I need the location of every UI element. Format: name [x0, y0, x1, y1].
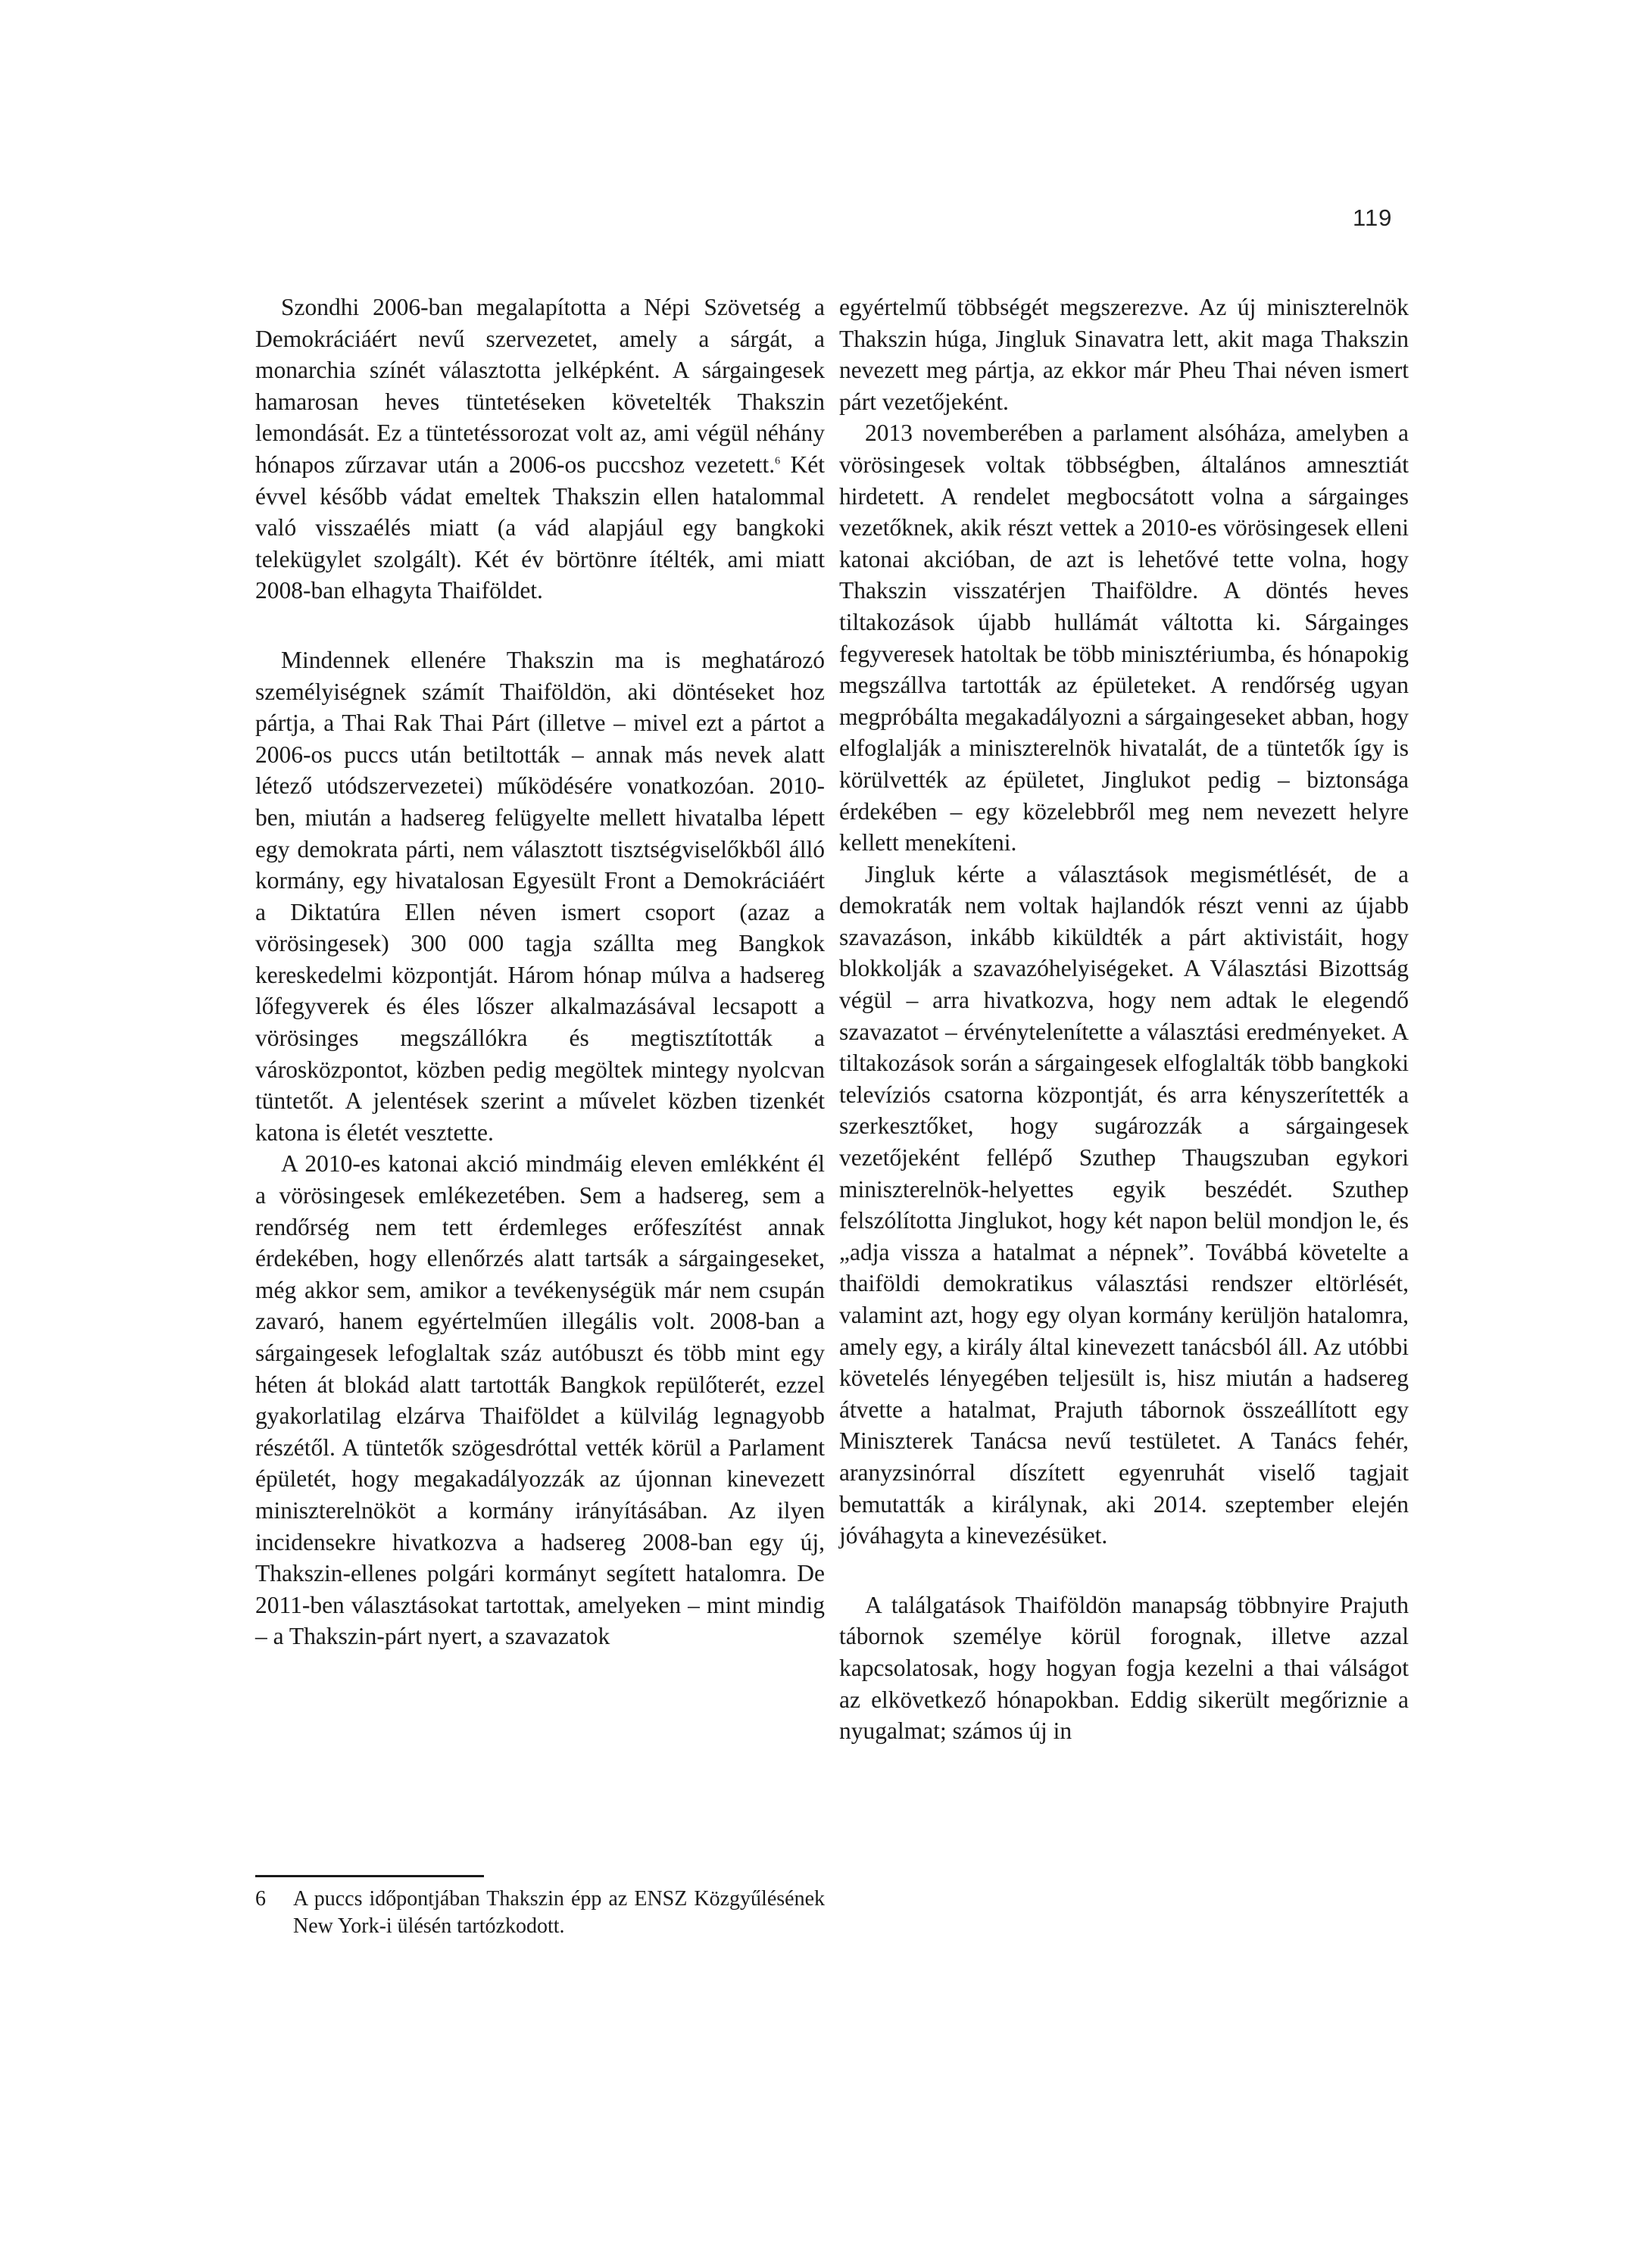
paragraph-text: Két évvel később vádat emeltek Thakszin ellen hatalommal való visszaélés miatt (a vád alapjául egy bangkoki telekügylet szolgált). Két év börtönre ítélték, ami miatt 2008-ban elhagyta Thaiföldet. — [255, 451, 825, 604]
body-paragraph — [255, 292, 825, 607]
body-paragraph: Jingluk kérte a választások megismétlését, de a demokraták nem voltak hajlandók részt venni az újabb szavazáson, inkább kiküldték a párt aktivistáit, hogy blokkolják a szavazóhelyiségeket. A Választási Bizottság végül – arra hivatkozva, hogy nem adtak le elegendő szavazatot – érvénytelenítette a választási eredményeket. A tiltakozások során a sárgaingesek elfoglalták több bangkoki televíziós csatorna központját, és arra kényszerítették a szerkesztőket, hogy sugározzák a sárgaingesek vezetőjeként fellépő Szuthep Thaugszuban egykori miniszterelnök-helyettes egyik beszédét. Szuthep felszólította Jinglukot, hogy két napon belül mondjon le, és „adja vissza a hatalmat a népnek”. Továbbá követelte a thaiföldi demokratikus választási rendszer eltörlését, valamint azt, hogy egy olyan kormány kerüljön hatalomra, amely egy, a király által kinevezett tanácsból áll. Az utóbbi követelés lényegében teljesült is, hisz miután a hadsereg átvette a hatalmat, Prajuth tábornok összeállított egy Miniszterek Tanácsa nevű testületet. A Tanács fehér, aranyzsinórral díszített egyenruhát viselő tagjait bemutatták a királynak, aki 2014. szeptember elején jóváhagyta a kinevezésüket. — [839, 860, 1409, 1549]
body-paragraph: A 2010-es katonai akció mindmáig eleven emlékként él a vörösingesek emlékezetében. Sem a hadsereg, sem a rendőrség nem tett érdemleges erőfeszítést annak érdekében, hogy ellenőrzés alatt tartsák a sárgaingeseket, még akkor sem, amikor a tevékenységük már nem csupán zavaró, hanem egyértelműen illegális volt. 2008-ban a sárgaingesek lefoglaltak száz autóbuszt és több mint egy héten át blokád alatt tartották Bangkok repülőterét, ezzel gyakorlatilag elzárva Thaiföldet a külvilág legnagyobb részétől. A tüntetők szögesdróttal vették körül a Parlament épületét, hogy megakadályozzák az újonnan kinevezett miniszterelnököt a kormány irányításában. Az ilyen incidensekre hivatkozva a hadsereg 2008-ban egy új, Thakszin-ellenes polgári kormányt segített hatalomra. De 2011-ben választásokat tartottak, amelyeken – mint mindig – a Thakszin-párt nyert, a szavazatok — [255, 1150, 825, 1650]
page-number: 119 — [1353, 204, 1393, 231]
body-paragraph: egyértelmű többségét megszerezve. Az új miniszterelnök Thakszin húga, Jingluk Sinavatra lett, akit maga Thakszin nevezett meg pártja, az ekkor már Pheu Thai néven ismert párt vezetőjeként. — [839, 294, 1409, 415]
body-paragraph: 2013 novemberében a parlament alsóháza, amelyben a vörösingesek voltak többségben, általános amnesztiát hirdetett. A rendelet megbocsátott volna a sárgainges vezetőknek, akik részt vettek a 2010-es vörösingesek elleni katonai akcióban, de azt is lehetővé tette volna, hogy Thakszin visszatérjen Thaiföldre. A döntés heves tiltakozások újabb hullámát váltotta ki. Sárgainges fegyveresek hatoltak be több minisztériumba, és hónapokig megszállva tartották az épületeket. A rendőrség ugyan megpróbálta megakadályozni a sárgaingeseket abban, hogy elfoglalják a miniszterelnök hivatalát, de a tüntetők így is körülvették az épületet, Jinglukot pedig – biztonsága érdekében – egy közelebbről meg nem nevezett helyre kellett menekíteni. — [839, 420, 1409, 856]
footnote — [255, 1886, 825, 1940]
footnote-text: A puccs időpontjában Thakszin épp az ENSZ Közgyűlésének New York-i ülésén tartózkodott. — [293, 1887, 825, 1938]
body-paragraph: Mindennek ellenére Thakszin ma is meghatározó személyiségnek számít Thaiföldön, aki döntéseket hoz pártja, a Thai Rak Thai Párt (illetve – mivel ezt a pártot a 2006-os puccs után betiltották – annak más nevek alatt létező utódszervezetei) működésére vonatkozóan. 2010-ben, miután a hadsereg felügyelte mellett hivatalba lépett egy demokrata párti, nem választott tisztségviselőkből álló kormány, egy hivatalosan Egyesült Front a Demokráciáért a Diktatúra Ellen néven ismert csoport (azaz a vörösingesek) 300 000 tagja szállta meg Bangkok kereskedelmi központját. Három hónap múlva a hadsereg lőfegyverek és éles lőszer alkalmazásával lecsapott a vörösinges megszállókra és megtisztították a városközpontot, közben pedig megöltek mintegy nyolcvan tüntetőt. A jelentések szerint a művelet közben tizenkét katona is életét vesztette. — [255, 646, 825, 1146]
footnote-reference[interactable]: 6 — [775, 455, 781, 467]
right-column — [839, 292, 1409, 1747]
paragraph-text: Szondhi 2006-ban megalapította a Népi Szövetség a Demokráciáért nevű szervezetet, amely a sárgát, a monarchia színét választotta jelképként. A sárgaingesek hamarosan heves tüntetéseken követelték Thakszin lemondását. Ez a tüntetéssorozat volt az, ami végül néhány hónapos zűrzavar után a 2006-os puccshoz vezetett. — [255, 294, 825, 478]
footnote-number: 6 — [255, 1887, 266, 1911]
body-paragraph: A találgatások Thaiföldön manapság többnyire Prajuth tábornok személye körül forognak, illetve azzal kapcsolatosak, hogy hogyan fogja kezelni a thai válságot az elkövetkező hónapokban. Eddig sikerült megőriznie a nyugalmat; számos új in — [839, 1591, 1409, 1745]
left-column — [255, 292, 825, 1652]
footnote-divider — [255, 1875, 484, 1877]
